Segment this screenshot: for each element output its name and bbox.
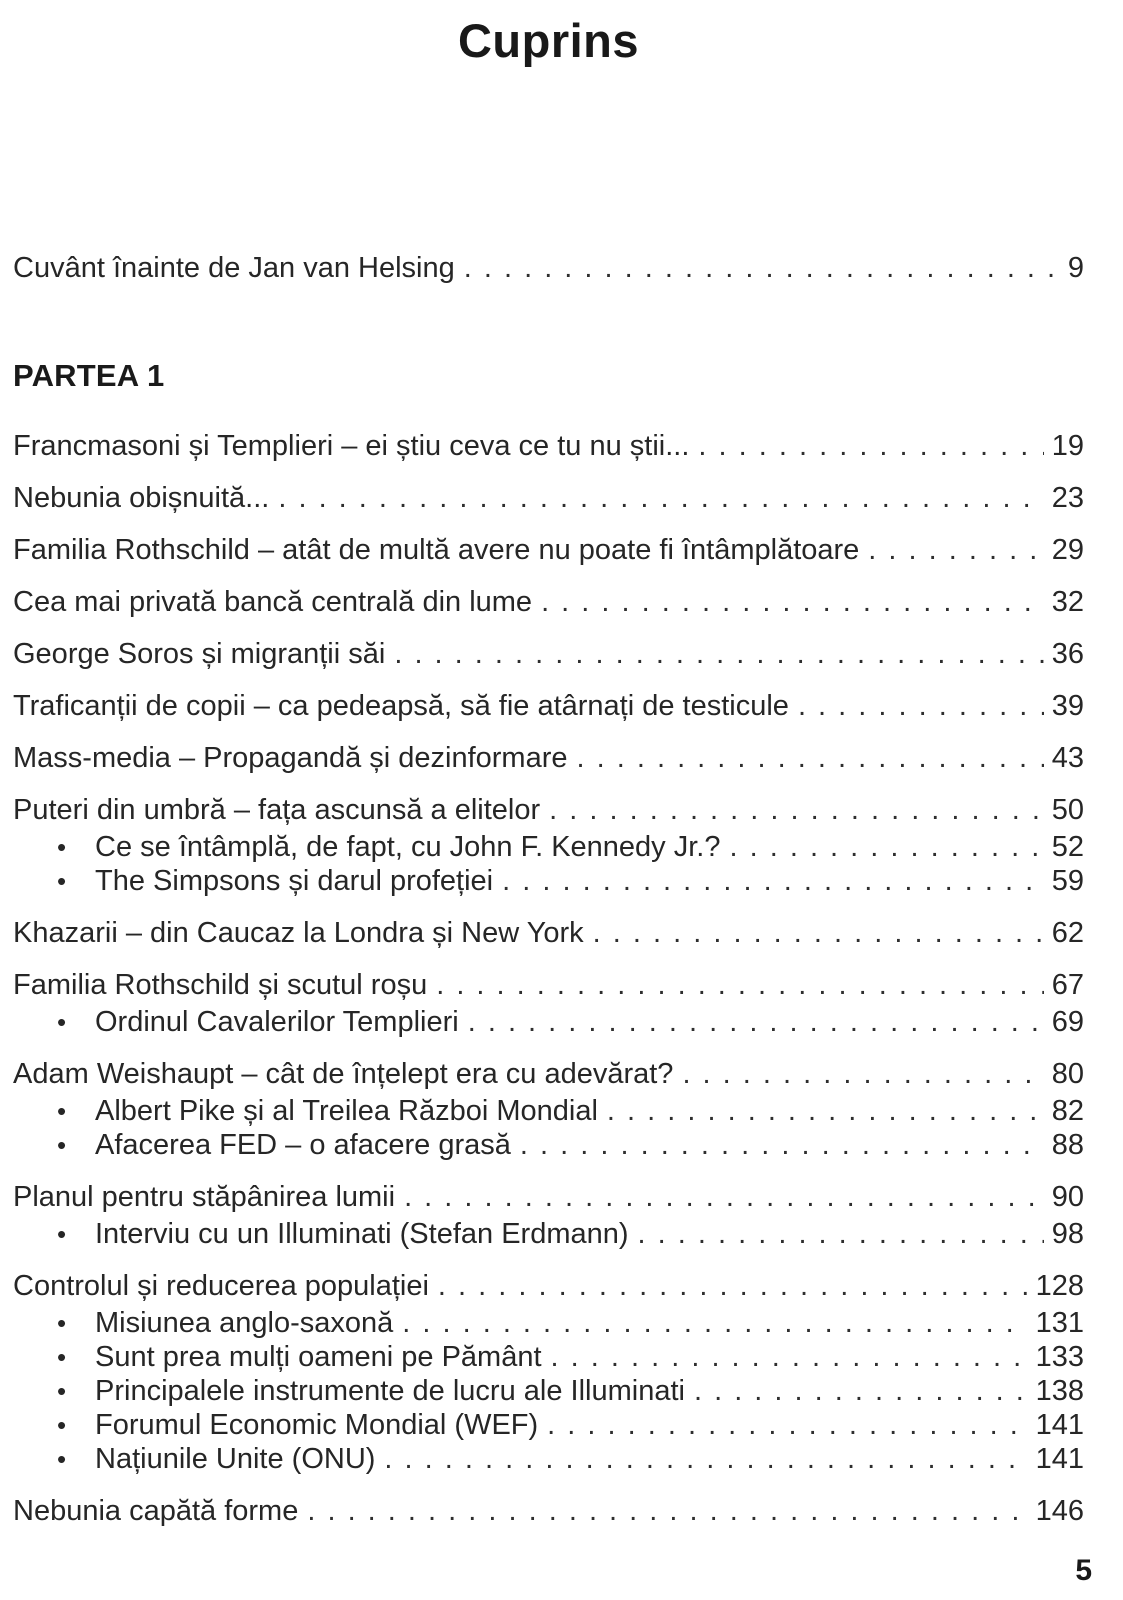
toc-entry-page: 141 bbox=[1035, 1409, 1084, 1441]
toc-entry-page: 39 bbox=[1051, 690, 1084, 722]
toc-entry-label: Ce se întâmplă, de fapt, cu John F. Kennedy Jr.? bbox=[95, 831, 721, 863]
bullet-icon bbox=[57, 830, 95, 864]
dot-leader bbox=[868, 533, 1043, 567]
toc-entry-label: Khazarii – din Caucaz la Londra și New York bbox=[13, 917, 584, 949]
dot-leader bbox=[404, 1180, 1044, 1214]
bullet-icon bbox=[57, 1306, 95, 1340]
toc-entry-label: The Simpsons și darul profeției bbox=[95, 865, 494, 897]
dot-leader bbox=[307, 1494, 1027, 1528]
toc-entry bbox=[13, 637, 1084, 671]
toc-entry bbox=[13, 1057, 1084, 1091]
dot-leader bbox=[438, 1269, 1028, 1303]
toc-entry-label: George Soros și migranții săi bbox=[13, 638, 386, 670]
toc-entry-label: Afacerea FED – o afacere grasă bbox=[95, 1129, 511, 1161]
toc-entry-page: 62 bbox=[1051, 917, 1084, 949]
bullet-icon bbox=[57, 1340, 95, 1374]
toc-entry-label: Francmasoni și Templieri – ei știu ceva ce tu nu știi... bbox=[13, 430, 690, 462]
dot-leader bbox=[394, 637, 1043, 671]
part-heading: PARTEA 1 bbox=[13, 358, 165, 393]
toc-entry-page: 131 bbox=[1035, 1307, 1084, 1339]
toc-entry bbox=[13, 1269, 1084, 1303]
dot-leader bbox=[607, 1094, 1044, 1128]
toc-entry-page: 90 bbox=[1051, 1181, 1084, 1213]
toc-subentry bbox=[13, 1306, 1084, 1340]
toc-entry-page: 23 bbox=[1051, 482, 1084, 514]
toc-subentry bbox=[13, 1005, 1084, 1039]
toc-entry bbox=[13, 429, 1084, 463]
page-number: 5 bbox=[1075, 1554, 1092, 1587]
dot-leader bbox=[638, 1217, 1044, 1251]
toc-entry-list bbox=[13, 429, 1084, 1528]
toc-entry-label: Națiunile Unite (ONU) bbox=[95, 1443, 376, 1475]
toc-entry-page: 59 bbox=[1051, 865, 1084, 897]
dot-leader bbox=[593, 916, 1044, 950]
toc-subentry bbox=[13, 864, 1084, 898]
bullet-icon bbox=[57, 864, 95, 898]
toc-entry-page: 141 bbox=[1035, 1443, 1084, 1475]
toc-entry-page: 29 bbox=[1051, 534, 1084, 566]
toc-subentry bbox=[13, 1340, 1084, 1374]
toc-entry-page: 9 bbox=[1067, 252, 1084, 284]
dot-leader bbox=[468, 1005, 1044, 1039]
dot-leader bbox=[729, 830, 1043, 864]
toc-entry-label: Cuvânt înainte de Jan van Helsing bbox=[13, 252, 455, 284]
toc-entry-page: 138 bbox=[1035, 1375, 1084, 1407]
dot-leader bbox=[577, 741, 1044, 775]
toc-subentry bbox=[13, 1408, 1084, 1442]
dot-leader bbox=[436, 968, 1044, 1002]
toc-entry-label: Adam Weishaupt – cât de înțelept era cu adevărat? bbox=[13, 1058, 674, 1090]
toc-entry-label: Puteri din umbră – fața ascunsă a elitelor bbox=[13, 794, 541, 826]
toc-entry-page: 36 bbox=[1051, 638, 1084, 670]
toc-entry-label: Ordinul Cavalerilor Templieri bbox=[95, 1006, 459, 1038]
bullet-icon bbox=[57, 1005, 95, 1039]
toc-entry-label: Familia Rothschild – atât de multă avere nu poate fi întâmplătoare bbox=[13, 534, 860, 566]
toc-subentry bbox=[13, 1128, 1084, 1162]
bullet-icon bbox=[57, 1217, 95, 1251]
toc-entry-label: Albert Pike și al Treilea Război Mondial bbox=[95, 1095, 598, 1127]
toc-entry-label: Nebunia obișnuită... bbox=[13, 482, 270, 514]
bullet-icon bbox=[57, 1094, 95, 1128]
toc-entry bbox=[13, 793, 1084, 827]
dot-leader bbox=[694, 1374, 1028, 1408]
toc-entry bbox=[13, 533, 1084, 567]
toc-entry-page: 43 bbox=[1051, 742, 1084, 774]
bullet-icon bbox=[57, 1128, 95, 1162]
dot-leader bbox=[502, 864, 1044, 898]
table-of-contents bbox=[13, 251, 1084, 1528]
toc-entry-page: 146 bbox=[1035, 1495, 1084, 1527]
toc-entry-label: Forumul Economic Mondial (WEF) bbox=[95, 1409, 539, 1441]
dot-leader bbox=[549, 793, 1044, 827]
toc-entry-page: 80 bbox=[1051, 1058, 1084, 1090]
dot-leader bbox=[541, 585, 1044, 619]
toc-entry-page: 50 bbox=[1051, 794, 1084, 826]
toc-entry-label: Controlul și reducerea populației bbox=[13, 1270, 429, 1302]
bullet-icon bbox=[57, 1374, 95, 1408]
toc-entry bbox=[13, 585, 1084, 619]
toc-entry-page: 67 bbox=[1051, 969, 1084, 1001]
toc-subentry bbox=[13, 830, 1084, 864]
toc-entry-label: Nebunia capătă forme bbox=[13, 1495, 299, 1527]
dot-leader bbox=[278, 481, 1043, 515]
dot-leader bbox=[551, 1340, 1028, 1374]
toc-entry bbox=[13, 916, 1084, 950]
toc-entry bbox=[13, 1180, 1084, 1214]
toc-entry-label: Familia Rothschild și scutul roșu bbox=[13, 969, 428, 1001]
dot-leader bbox=[464, 251, 1060, 285]
toc-entry-page: 82 bbox=[1051, 1095, 1084, 1127]
dot-leader bbox=[402, 1306, 1027, 1340]
bullet-icon bbox=[57, 1408, 95, 1442]
toc-entry-page: 52 bbox=[1051, 831, 1084, 863]
dot-leader bbox=[547, 1408, 1027, 1442]
toc-entry-label: Principalele instrumente de lucru ale Illuminati bbox=[95, 1375, 685, 1407]
toc-entry-label: Planul pentru stăpânirea lumii bbox=[13, 1181, 396, 1213]
toc-entry-page: 69 bbox=[1051, 1006, 1084, 1038]
dot-leader bbox=[384, 1442, 1027, 1476]
toc-entry-label: Traficanții de copii – ca pedeapsă, să fie atârnați de testicule bbox=[13, 690, 789, 722]
toc-entry-page: 133 bbox=[1035, 1341, 1084, 1373]
toc-subentry bbox=[13, 1217, 1084, 1251]
bullet-icon bbox=[57, 1442, 95, 1476]
toc-entry bbox=[13, 251, 1084, 285]
toc-entry-page: 128 bbox=[1035, 1270, 1084, 1302]
toc-entry-page: 88 bbox=[1051, 1129, 1084, 1161]
toc-entry-label: Sunt prea mulți oameni pe Pământ bbox=[95, 1341, 542, 1373]
dot-leader bbox=[698, 429, 1043, 463]
toc-entry-label: Cea mai privată bancă centrală din lume bbox=[13, 586, 533, 618]
toc-entry-label: Misiunea anglo-saxonă bbox=[95, 1307, 394, 1339]
toc-entry bbox=[13, 741, 1084, 775]
toc-entry-page: 19 bbox=[1051, 430, 1084, 462]
toc-entry-page: 32 bbox=[1051, 586, 1084, 618]
toc-entry-label: Interviu cu un Illuminati (Stefan Erdmann) bbox=[95, 1218, 629, 1250]
toc-entry bbox=[13, 1494, 1084, 1528]
dot-leader bbox=[520, 1128, 1044, 1162]
toc-entry bbox=[13, 689, 1084, 723]
toc-subentry bbox=[13, 1094, 1084, 1128]
page-title: Cuprins bbox=[457, 14, 640, 67]
toc-entry bbox=[13, 968, 1084, 1002]
dot-leader bbox=[798, 689, 1044, 723]
toc-entry bbox=[13, 481, 1084, 515]
toc-subentry bbox=[13, 1442, 1084, 1476]
toc-subentry bbox=[13, 1374, 1084, 1408]
dot-leader bbox=[682, 1057, 1043, 1091]
toc-entry-label: Mass-media – Propagandă și dezinformare bbox=[13, 742, 568, 774]
toc-entry-page: 98 bbox=[1051, 1218, 1084, 1250]
